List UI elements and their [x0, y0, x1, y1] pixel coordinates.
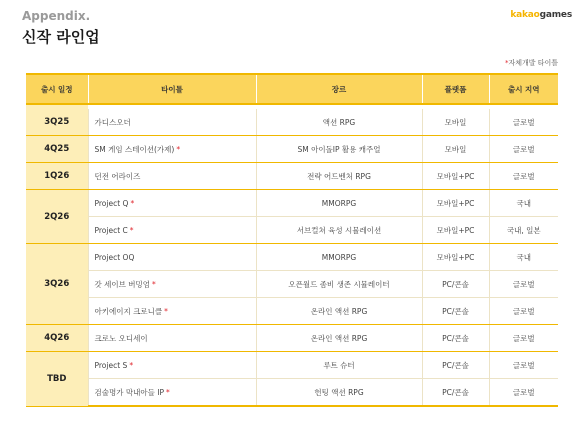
- genre-cell: 서브컬쳐 육성 시뮬레이션: [256, 217, 422, 244]
- region-cell: 국내: [489, 244, 558, 271]
- platform-cell: PC/콘솔: [422, 352, 489, 379]
- table-row: [26, 109, 558, 136]
- table-row: [26, 325, 558, 352]
- col-header-title: 타이틀: [88, 74, 256, 104]
- schedule-cell: 4Q26: [26, 325, 88, 352]
- lineup-table: [26, 73, 558, 407]
- logo-kakao: kakao: [510, 10, 540, 20]
- platform-cell: PC/콘솔: [422, 271, 489, 298]
- note-text: 자체개발 타이틀: [508, 59, 558, 67]
- platform-cell: PC/콘솔: [422, 379, 489, 407]
- platform-cell: 모바일+PC: [422, 190, 489, 217]
- platform-cell: 모바일: [422, 136, 489, 163]
- col-header-platform: 플랫폼: [422, 74, 489, 104]
- title-cell: [88, 136, 256, 163]
- in-house-star: *: [165, 387, 170, 397]
- kakaogames-logo: [510, 10, 572, 20]
- genre-cell: SM 아이돌IP 활용 캐주얼: [256, 136, 422, 163]
- genre-cell: 온라인 액션 RPG: [256, 298, 422, 325]
- schedule-cell: 4Q25: [26, 136, 88, 163]
- page-title: 신작 라인업: [22, 28, 100, 46]
- table-row: [26, 190, 558, 217]
- title-text: 크로노 오디세이: [94, 333, 148, 343]
- in-house-star: *: [164, 306, 168, 316]
- title-cell: [88, 298, 256, 325]
- title-text: 검술명가 막내아들 IP: [94, 387, 164, 397]
- table-header-row: [26, 74, 558, 104]
- region-cell: 글로벌: [489, 271, 558, 298]
- title-cell: [88, 190, 256, 217]
- note-star: *: [504, 59, 509, 67]
- schedule-cell: TBD: [26, 352, 88, 407]
- title-text: Project S: [94, 360, 128, 370]
- table-row: [26, 271, 558, 298]
- title-text: Project Q: [94, 198, 129, 208]
- title-text: 가디스오더: [94, 117, 131, 127]
- title-cell: [88, 379, 256, 407]
- schedule-cell: 2Q26: [26, 190, 88, 244]
- table-row: [26, 217, 558, 244]
- title-text: 갓 세이브 버밍엄: [94, 279, 150, 289]
- logo-games: games: [539, 10, 572, 20]
- in-house-star: *: [129, 360, 134, 370]
- genre-cell: 전략 어드벤처 RPG: [256, 163, 422, 190]
- title-text: 던전 어라이즈: [94, 171, 141, 181]
- genre-cell: 온라인 액션 RPG: [256, 325, 422, 352]
- platform-cell: 모바일+PC: [422, 244, 489, 271]
- platform-cell: PC/콘솔: [422, 298, 489, 325]
- title-cell: [88, 352, 256, 379]
- in-house-star: *: [151, 279, 156, 289]
- region-cell: 글로벌: [489, 379, 558, 407]
- genre-cell: 오픈월드 좀비 생존 시뮬레이터: [256, 271, 422, 298]
- genre-cell: 루트 슈터: [256, 352, 422, 379]
- table-row: [26, 352, 558, 379]
- region-cell: 글로벌: [489, 109, 558, 136]
- schedule-cell: 1Q26: [26, 163, 88, 190]
- region-cell: 국내, 일본: [489, 217, 558, 244]
- genre-cell: 헌팅 액션 RPG: [256, 379, 422, 407]
- title-text: 아키에이지 크로니클: [94, 306, 163, 316]
- table-row: [26, 244, 558, 271]
- legend-note: [505, 58, 558, 68]
- in-house-star: *: [130, 198, 135, 208]
- title-cell: [88, 109, 256, 136]
- title-cell: [88, 244, 256, 271]
- table-row: [26, 379, 558, 407]
- platform-cell: 모바일+PC: [422, 163, 489, 190]
- platform-cell: 모바일: [422, 109, 489, 136]
- region-cell: 글로벌: [489, 136, 558, 163]
- col-header-schedule: 출시 일정: [26, 74, 88, 104]
- col-header-region: 출시 지역: [489, 74, 558, 104]
- appendix-label: Appendix.: [22, 9, 91, 23]
- genre-cell: MMORPG: [256, 244, 422, 271]
- table-row: [26, 136, 558, 163]
- region-cell: 글로벌: [489, 163, 558, 190]
- region-cell: 글로벌: [489, 325, 558, 352]
- genre-cell: 액션 RPG: [256, 109, 422, 136]
- genre-cell: MMORPG: [256, 190, 422, 217]
- title-cell: [88, 217, 256, 244]
- table-row: [26, 163, 558, 190]
- col-header-genre: 장르: [256, 74, 422, 104]
- platform-cell: 모바일+PC: [422, 217, 489, 244]
- table-row: [26, 298, 558, 325]
- schedule-cell: 3Q25: [26, 109, 88, 136]
- in-house-star: *: [176, 144, 181, 154]
- schedule-cell: 3Q26: [26, 244, 88, 325]
- title-text: Project OQ: [94, 252, 135, 262]
- table-body: [26, 104, 558, 406]
- title-cell: [88, 325, 256, 352]
- region-cell: 국내: [489, 190, 558, 217]
- title-cell: [88, 271, 256, 298]
- title-text: Project C: [94, 225, 128, 235]
- title-text: SM 게임 스테이션(가제): [94, 144, 175, 154]
- in-house-star: *: [129, 225, 134, 235]
- platform-cell: PC/콘솔: [422, 325, 489, 352]
- region-cell: 글로벌: [489, 352, 558, 379]
- region-cell: 글로벌: [489, 298, 558, 325]
- title-cell: [88, 163, 256, 190]
